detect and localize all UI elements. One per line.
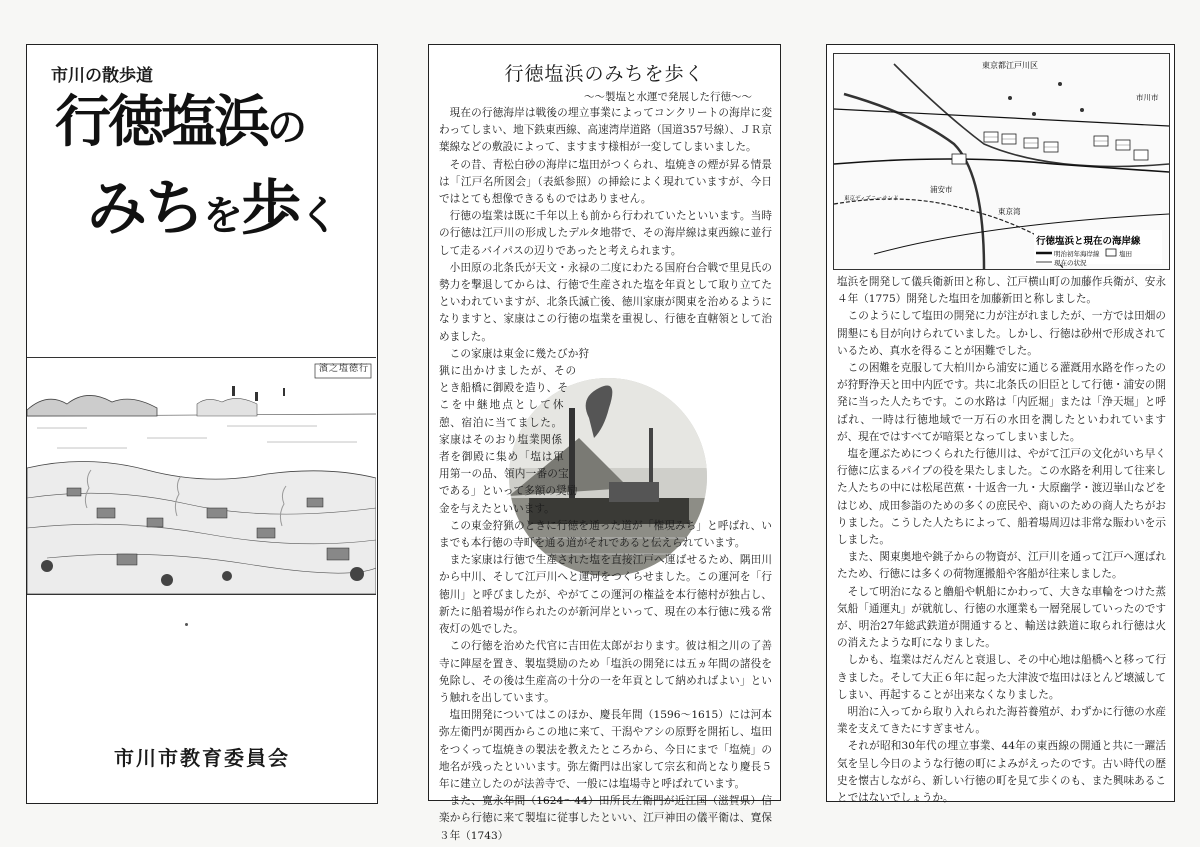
paragraph: 塩田開発についてはこのほか、慶長年間（1596〜1615）には河本弥左衛門が関西からこの地に来て、干潟やアシの原野を開拓し、塩田をつくって塩焼きの製法を教えたところから、今日にまで「塩焼」の地名が残ったといいます。弥左衛門は出家して宗玄和尚となり慶長５年に建立したのが法善寺で、一般には塩場寺と呼ばれています。	[439, 709, 772, 790]
cover-title-part: みち	[87, 174, 203, 244]
cover-title-part: の	[267, 105, 304, 151]
article-title: 行徳塩浜のみちを歩く	[504, 63, 705, 85]
paragraph: 小田原の北条氏が天文・永禄の二度にわたる国府台合戦で里見氏の勢力を撃退してからは、行徳で生産された塩を年貢として取り立てたといわれていますが、北条氏滅亡後、徳川家康が関東を治めるようになりますと、家康はこの行徳の塩業を重視し、行徳を直轄領として治めました。	[439, 261, 772, 343]
map-label: 東京湾	[998, 207, 1021, 216]
cover-title-part: を	[203, 193, 241, 239]
legend-item: 塩田	[1119, 250, 1132, 258]
decorative-dot	[185, 623, 188, 626]
paragraph: そして明治になると艪船や帆船にかわって、大きな車輪をつけた蒸気船「通運丸」が就航し、行徳の水運業も一層発展していったのですが、明治27年総武鉄道が開通すると、輸送は鉄道に取られ行徳は火の消えたような町になりました。	[837, 585, 1166, 650]
paragraph: また、寛永年間（1624〜44）田所長左衛門が近江国（滋賀県）信楽から行徳に来て製塩に従事したといい、江戸神田の儀平衛は、寛保３年（1743）	[439, 795, 772, 842]
series-title: 市川の散歩道	[51, 66, 153, 86]
legend-title: 行徳塩浜と現在の海岸線	[1036, 236, 1141, 247]
legend-item: 現在の状況	[1054, 259, 1087, 267]
cover-title-part: 歩	[241, 174, 299, 244]
cover-title-part: く	[299, 193, 337, 239]
article-panel	[428, 44, 781, 842]
paragraph: その昔、青松白砂の海岸に塩田がつくられ、塩焼きの煙が昇る情景は「江戸名所図会」（表紙参照）の挿絵によく現れていますが、今日ではとても想像できるものではありません。	[439, 158, 772, 206]
map-label: 浦安市	[930, 185, 953, 194]
map-label: 東京ディズニーランド	[844, 196, 899, 202]
map-label: 東京都江戸川区	[982, 61, 1038, 70]
paragraph: このようにして塩田の開発に力が注がれましたが、一方では田畑の開墾にも目が向けられていました。しかし、行徳は砂州で形成されているため、真水を得ることが困難でした。	[837, 310, 1166, 357]
paragraph: 塩を運ぶためにつくられた行徳川は、やがて江戸の文化がいち早く行徳に広まるパイプの役を果たしました。この水路を利用して往来した人たちの中には松尾芭蕉・十返舎一九・大原幽学・渡辺崋山などをはじめ、成田参詣のための多くの庶民や、商いのための商人たちがおりました。こうした人たちによって、船着場周辺は非常な賑わいを示しました。	[837, 448, 1166, 547]
cover-title-part: 行徳塩浜	[55, 90, 267, 155]
paragraph: また家康は行徳で生産された塩を直接江戸へ運ばせるため、隅田川から中川、そして江戸川へと運河をつくらせました。この運河を「行徳川」と呼びましたが、やがてこの運河の権益を本行徳村が独占し、新たに船着場が作られたのが新河岸といって、現在の本行徳に残る常夜灯の処でした。	[439, 554, 772, 636]
cover-illustration	[27, 357, 376, 595]
cover-panel	[26, 44, 378, 804]
article-body	[439, 105, 772, 845]
map-label: 市川市	[1136, 93, 1159, 102]
illustration-caption: 濱之塩徳行	[319, 364, 370, 374]
cover-title-line2	[87, 174, 337, 244]
paragraph: 明治に入ってから取り入れられた海苔養殖が、わずかに行徳の水産業を支えてきたにすぎません。	[837, 706, 1166, 736]
paragraph: この東金狩猟のときに行徳を通った道が「権現みち」と呼ばれ、いまでも本行徳の寺町を通る道がそれであると伝えられています。	[439, 519, 772, 550]
paragraph: この行徳を治めた代官に吉田佐太郎がおります。彼は相之川の了善寺に陣屋を置き、製塩奨励のため「塩浜の開発には五ヵ年間の諸役を免除し、その後は生産高の十分の一を年貢として納めればよい」という触れを出しています。	[439, 640, 772, 704]
paragraph: この困難を克服して大柏川から浦安に通じる灌漑用水路を作ったのが狩野浄天と田中内匠です。共に北条氏の旧臣として行徳・浦安の開発に当った人たちです。この水路は「内匠堀」または「浄天堀」と呼ばれ、一時は行徳地域で一万石の水田を潤したといわれていますが、現在ではすべてが暗渠となってしまいました。	[837, 362, 1166, 443]
continuation-panel	[826, 44, 1175, 805]
legend-item: 明治初年海岸線	[1054, 250, 1100, 258]
cover-title-line1	[55, 90, 304, 155]
paragraph: それが昭和30年代の埋立事業、44年の東西線の開通と共に一躍活気を呈し今日のような行徳の町によみがえったのです。古い時代の歴史を懐古しながら、新しい行徳の町を見て歩くのも、また興味あることではないでしょうか。	[837, 740, 1166, 805]
continuation-body	[837, 274, 1166, 807]
publisher: 市川市教育委員会	[114, 746, 290, 770]
article-subtitle: 〜〜製塩と水運で発展した行徳〜〜	[584, 91, 752, 103]
paragraph: 現在の行徳海岸は戦後の埋立事業によってコンクリートの海岸に変わってしまい、地下鉄東西線、高速湾岸道路（国道357号線）、ＪＲ京葉線などの敷設によって、ますます様相が一変してしまいました。	[439, 107, 772, 154]
paragraph: 行徳の塩業は既に千年以上も前から行われていたといいます。当時の行徳は江戸川の形成したデルタ地帯で、その海岸線は東西線に並行して走るバイパスの辺りであったと考えられます。	[439, 210, 772, 257]
paragraph: しかも、塩業はだんだんと衰退し、その中心地は船橋へと移って行きました。そして大正６年に起った大津波で塩田はほとんど壊滅してしまい、再起することが出来なくなりました。	[837, 654, 1166, 701]
paragraph: 塩浜を開発して儀兵衛新田と称し、江戸横山町の加藤作兵衛が、安永４年（1775）開発した塩田を加藤新田と称しました。	[837, 276, 1166, 306]
paragraph: この家康は東金に幾たびか狩猟に出かけましたが、そのとき船橋に御殿を造り、そこを中継地点として休憩、宿泊に当てました。家康はそのおり塩業関係者を御殿に集め「塩は軍用第一の品、領内一番の宝である」といって多額の奨励金を与えたといいます。	[439, 347, 590, 515]
area-map	[833, 53, 1170, 270]
paragraph: また、関東奥地や銚子からの物資が、江戸川を通って江戸へ運ばれたため、行徳には多くの荷物運搬船や客船が往来しました。	[837, 551, 1166, 581]
